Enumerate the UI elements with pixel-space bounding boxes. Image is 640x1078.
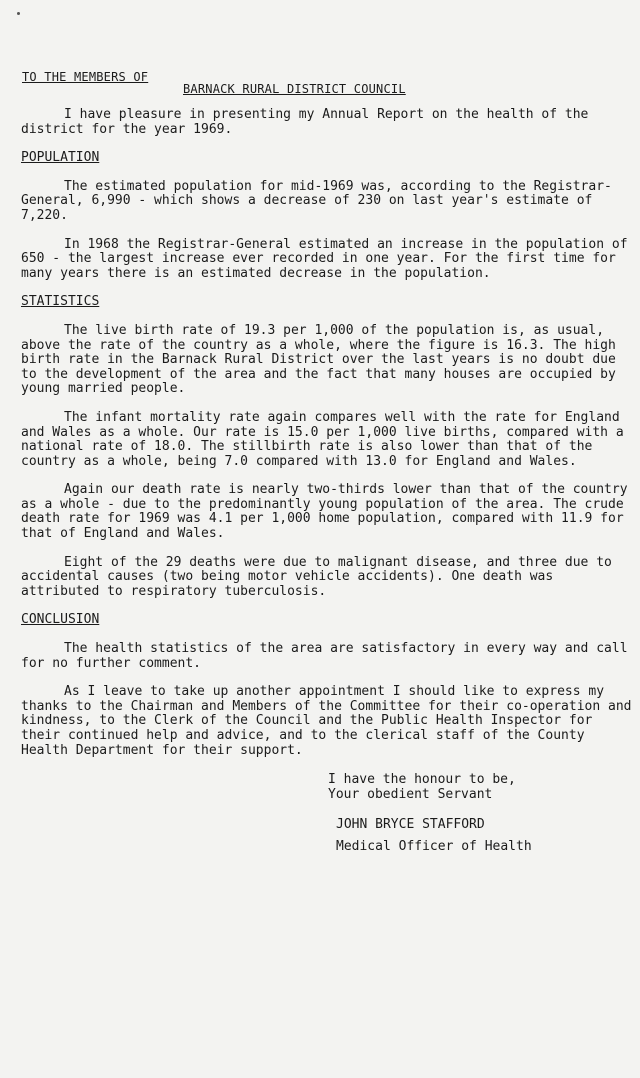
signoff-block	[328, 772, 633, 854]
conclusion-paragraph-1: The health statistics of the area are satisfactory in every way and call for no further comment.	[21, 641, 628, 671]
intro-paragraph: I have pleasure in presenting my Annual Report on the health of the district for the year 1969.	[21, 107, 589, 137]
report-body	[21, 108, 633, 854]
statistics-heading: STATISTICS	[21, 294, 100, 310]
statistics-paragraph-1: The live birth rate of 19.3 per 1,000 of the population is, as usual, above the rate of the country as a whole, where the figure is 16.3. The high birth rate in the Barnack Rural District over the last years is no doubt due to the development of the area and the fact that many houses are occupied by young married people.	[21, 322, 616, 397]
population-paragraph-1: The estimated population for mid-1969 was, according to the Registrar-General, 6,990 - which shows a decrease of 230 on last year's estimate of 7,220.	[21, 178, 612, 223]
signoff-line-2: Your obedient Servant	[328, 787, 493, 803]
population-heading: POPULATION	[21, 150, 100, 166]
population-paragraph-2: In 1968 the Registrar-General estimated an increase in the population of 650 - the largest increase ever recorded in one year. For the first time for many years there is an estimated decrease in the population.	[21, 236, 628, 281]
statistics-paragraph-2: The infant mortality rate again compares well with the rate for England and Wales as a whole. Our rate is 15.0 per 1,000 live births, compared with a national rate of 18.0. The stillbirth rate is also lower than that of the country as a whole, being 7.0 compared with 13.0 for England and Wales.	[21, 409, 624, 469]
council-name: BARNACK RURAL DISTRICT COUNCIL	[183, 82, 406, 96]
conclusion-heading: CONCLUSION	[21, 612, 100, 628]
statistics-paragraph-3: Again our death rate is nearly two-thirds lower than that of the country as a whole - due to the predominantly young population of the area. The crude death rate for 1969 was 4.1 per 1,000 home population, compared with 11.9 for that of England and Wales.	[21, 482, 628, 542]
addressee-line: TO THE MEMBERS OF	[22, 70, 149, 84]
scan-speck	[17, 12, 20, 15]
signoff-line-1: I have the honour to be,	[328, 772, 516, 788]
signatory-title: Medical Officer of Health	[336, 839, 532, 855]
signatory-name: JOHN BRYCE STAFFORD	[336, 817, 485, 833]
statistics-paragraph-4: Eight of the 29 deaths were due to malignant disease, and three due to accidental causes (two being motor vehicle accidents). One death was attributed to respiratory tuberculosis.	[21, 554, 612, 599]
conclusion-paragraph-2: As I leave to take up another appointment I should like to express my thanks to the Chairman and Members of the Committee for their co-operation and kindness, to the Clerk of the Council and the Public Health Inspector for their continued help and advice, and to the clerical staff of the County Health Department for their support.	[21, 684, 632, 758]
